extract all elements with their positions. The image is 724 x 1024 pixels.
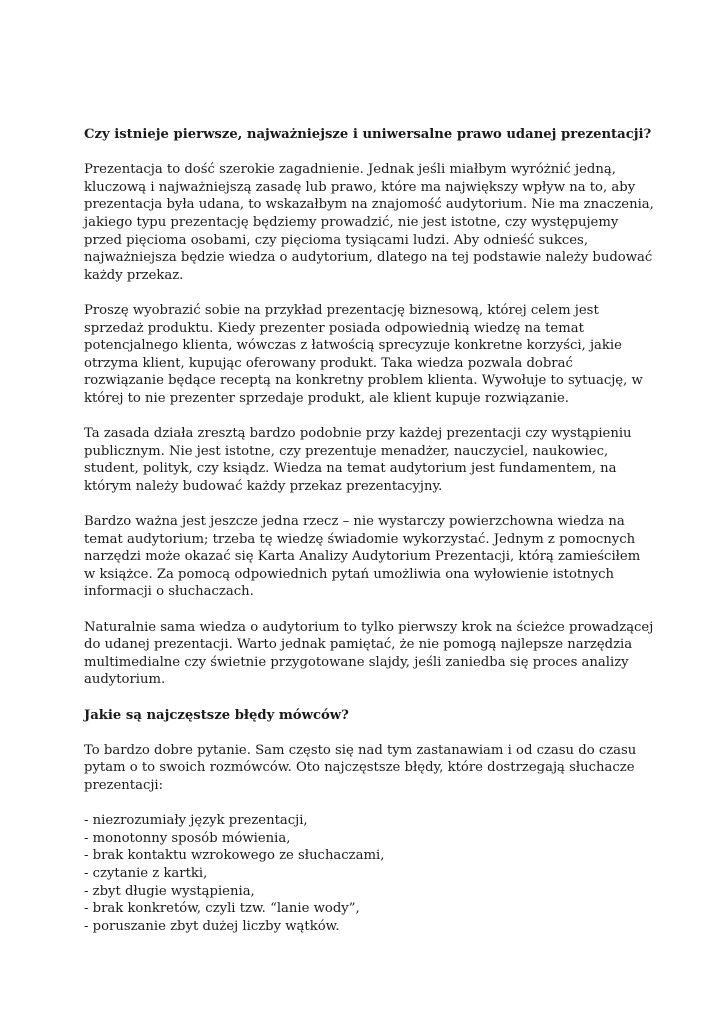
section-heading-common-mistakes: Jakie są najczęstsze błędy mówców? bbox=[84, 707, 349, 723]
list-item: - brak kontaktu wzrokowego ze słuchaczami, bbox=[84, 848, 385, 864]
document-body bbox=[84, 126, 654, 935]
paragraph-first-step: Naturalnie sama wiedza o audytorium to tylko pierwszy krok na ścieżce prowadzącej do udanej prezentacji. Warto jednak pamiętać, że nie pomogą najlepsze narzędzia multimedialne czy świetnie przygotowane slajdy, jeśli zaniedba się proces analizy audytorium. bbox=[84, 619, 654, 688]
paragraph-mistakes-intro: To bardzo dobre pytanie. Sam często się nad tym zastanawiam i od czasu do czasu pytam o to swoich rozmówców. Oto najczęstsze błędy, które dostrzegają słuchacze prezentacji: bbox=[84, 742, 637, 793]
list-item: - poruszanie zbyt dużej liczby wątków. bbox=[84, 918, 340, 934]
list-item: - brak konkretów, czyli tzw. “lanie wody”, bbox=[84, 901, 360, 917]
paragraph-public-speaking: Ta zasada działa zresztą bardzo podobnie przy każdej prezentacji czy wystąpieniu publicznym. Nie jest istotne, czy prezentuje menadżer, nauczyciel, naukowiec, student, polityk, czy ksiądz. Wiedza na temat audytorium jest fundamentem, na którym należy budować każdy przekaz prezentacyjny. bbox=[84, 426, 632, 494]
paragraph-analysis-card: Bardzo ważna jest jeszcze jedna rzecz – nie wystarczy powierzchowna wiedza na temat audytorium; trzeba tę wiedzę świadomie wykorzystać. Jednym z pomocnych narzędzi może okazać się Karta Analizy Audytorium Prezentacji, którą zamieściłem w książce. Za pomocą odpowiednich pytań umożliwia ona wyłowienie istotnych informacji o słuchaczach. bbox=[84, 514, 641, 600]
paragraph-business-example: Proszę wyobrazić sobie na przykład prezentację biznesową, której celem jest sprzedaż produktu. Kiedy prezenter posiada odpowiednią wiedzę na temat potencjalnego klienta, wówczas z łatwością sprecyzuje konkretne korzyści, jakie otrzyma klient, kupując oferowany produkt. Taka wiedza pozwala dobrać rozwiązanie będące receptą na konkretny problem klienta. Wywołuje to sytuację, w której to nie prezenter sprzedaje produkt, ale klient kupuje rozwiązanie. bbox=[84, 302, 643, 406]
list-item: - czytanie z kartki, bbox=[84, 865, 208, 881]
list-item: - niezrozumiały język prezentacji, bbox=[84, 813, 308, 829]
list-item: - monotonny sposób mówienia, bbox=[84, 830, 291, 846]
section-heading-first-law: Czy istnieje pierwsze, najważniejsze i uniwersalne prawo udanej prezentacji? bbox=[84, 127, 652, 142]
mistakes-list bbox=[84, 812, 654, 935]
list-item: - zbyt długie wystąpienia, bbox=[84, 883, 255, 899]
paragraph-audience-knowledge: Prezentacja to dość szerokie zagadnienie. Jednak jeśli miałbym wyróżnić jedną, kluczową i najważniejszą zasadę lub prawo, które ma największy wpływ na to, aby prezentacja była udana, to wskazałbym na znajomość audytorium. Nie ma znaczenia, jakiego typu prezentację będziemy prowadzić, nie jest istotne, czy występujemy przed pięcioma osobami, czy pięcioma tysiącami ludzi. Aby odnieść sukces, najważniejsza będzie wiedza o audytorium, dlatego na tej podstawie należy budować każdy przekaz. bbox=[84, 162, 654, 283]
